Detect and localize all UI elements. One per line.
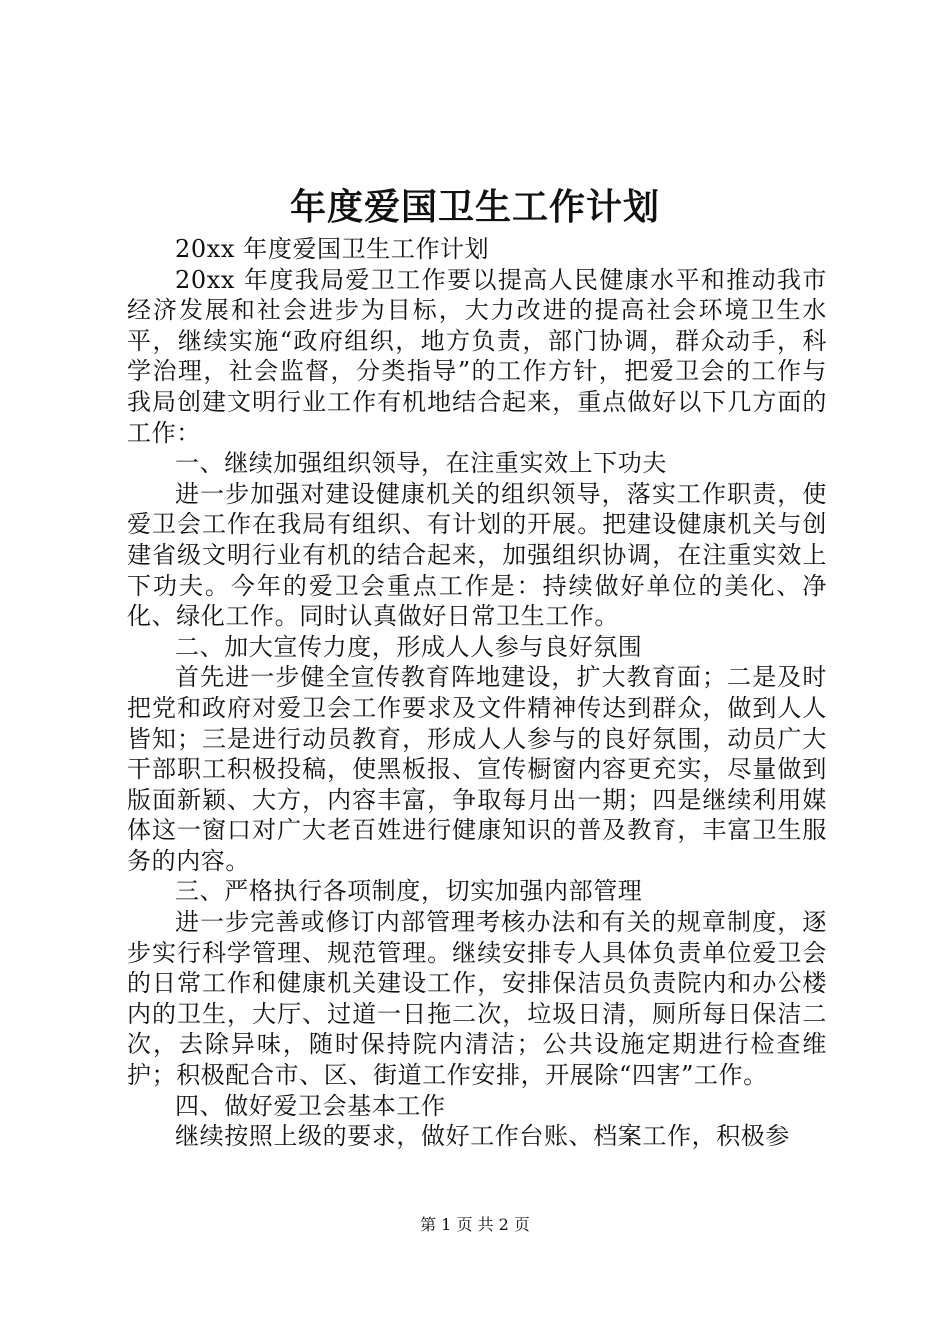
document-title: 年度爱国卫生工作计划 [289, 187, 660, 228]
section-heading-2: 二、加大宣传力度，形成人人参与良好氛围 [175, 632, 643, 661]
paragraph-section-1: 进一步加强对建设健康机关的组织领导，落实工作职责，使爱卫会工作在我局有组织、有计划的开展。把建设健康机关与创建省级文明行业有机的结合起来，加强组织协调，在注重实效上下功夫。今年的爱卫会重点工作是：持续做好单位的美化、净化、绿化工作。同时认真做好日常卫生工作。 [127, 479, 827, 631]
section-heading-1: 一、继续加强组织领导，在注重实效上下功夫 [175, 449, 667, 478]
paragraph-intro: 20xx 年度我局爱卫工作要以提高人民健康水平和推动我市经济发展和社会进步为目标，大力改进的提高社会环境卫生水平，继续实施“政府组织，地方负责，部门协调，群众动手，科学治理，社会监督，分类指导”的工作方针，把爱卫会的工作与我局创建文明行业工作有机地结合起来，重点做好以下几方面的工作： [127, 265, 827, 447]
paragraph-plan-heading: 20xx 年度爱国卫生工作计划 [175, 235, 490, 263]
section-heading-4: 四、做好爱卫会基本工作 [175, 1091, 446, 1120]
page-footer: 第 1 页 共 2 页 [420, 1215, 530, 1234]
document-body [127, 234, 827, 1152]
paragraph-section-3: 进一步完善或修订内部管理考核办法和有关的规章制度，逐步实行科学管理、规范管理。继续安排专人具体负责单位爱卫会的日常工作和健康机关建设工作，安排保洁员负责院内和办公楼内的卫生，大厅、过道一日拖二次，垃圾日清，厕所每日保洁二次，去除异味，随时保持院内清洁；公共设施定期进行检查维护；积极配合市、区、街道工作安排，开展除“四害”工作。 [127, 908, 827, 1090]
paragraph-section-4: 继续按照上级的要求，做好工作台账、档案工作，积极参 [175, 1122, 790, 1151]
paragraph-section-2: 首先进一步健全宣传教育阵地建设，扩大教育面；二是及时把党和政府对爱卫会工作要求及文件精神传达到群众，做到人人皆知；三是进行动员教育，形成人人参与的良好氛围，动员广大干部职工积极投稿，使黑板报、宣传橱窗内容更充实，尽量做到版面新颖、大方，内容丰富，争取每月出一期；四是继续利用媒体这一窗口对广大老百姓进行健康知识的普及教育，丰富卫生服务的内容。 [127, 663, 827, 875]
section-heading-3: 三、严格执行各项制度，切实加强内部管理 [175, 877, 643, 906]
